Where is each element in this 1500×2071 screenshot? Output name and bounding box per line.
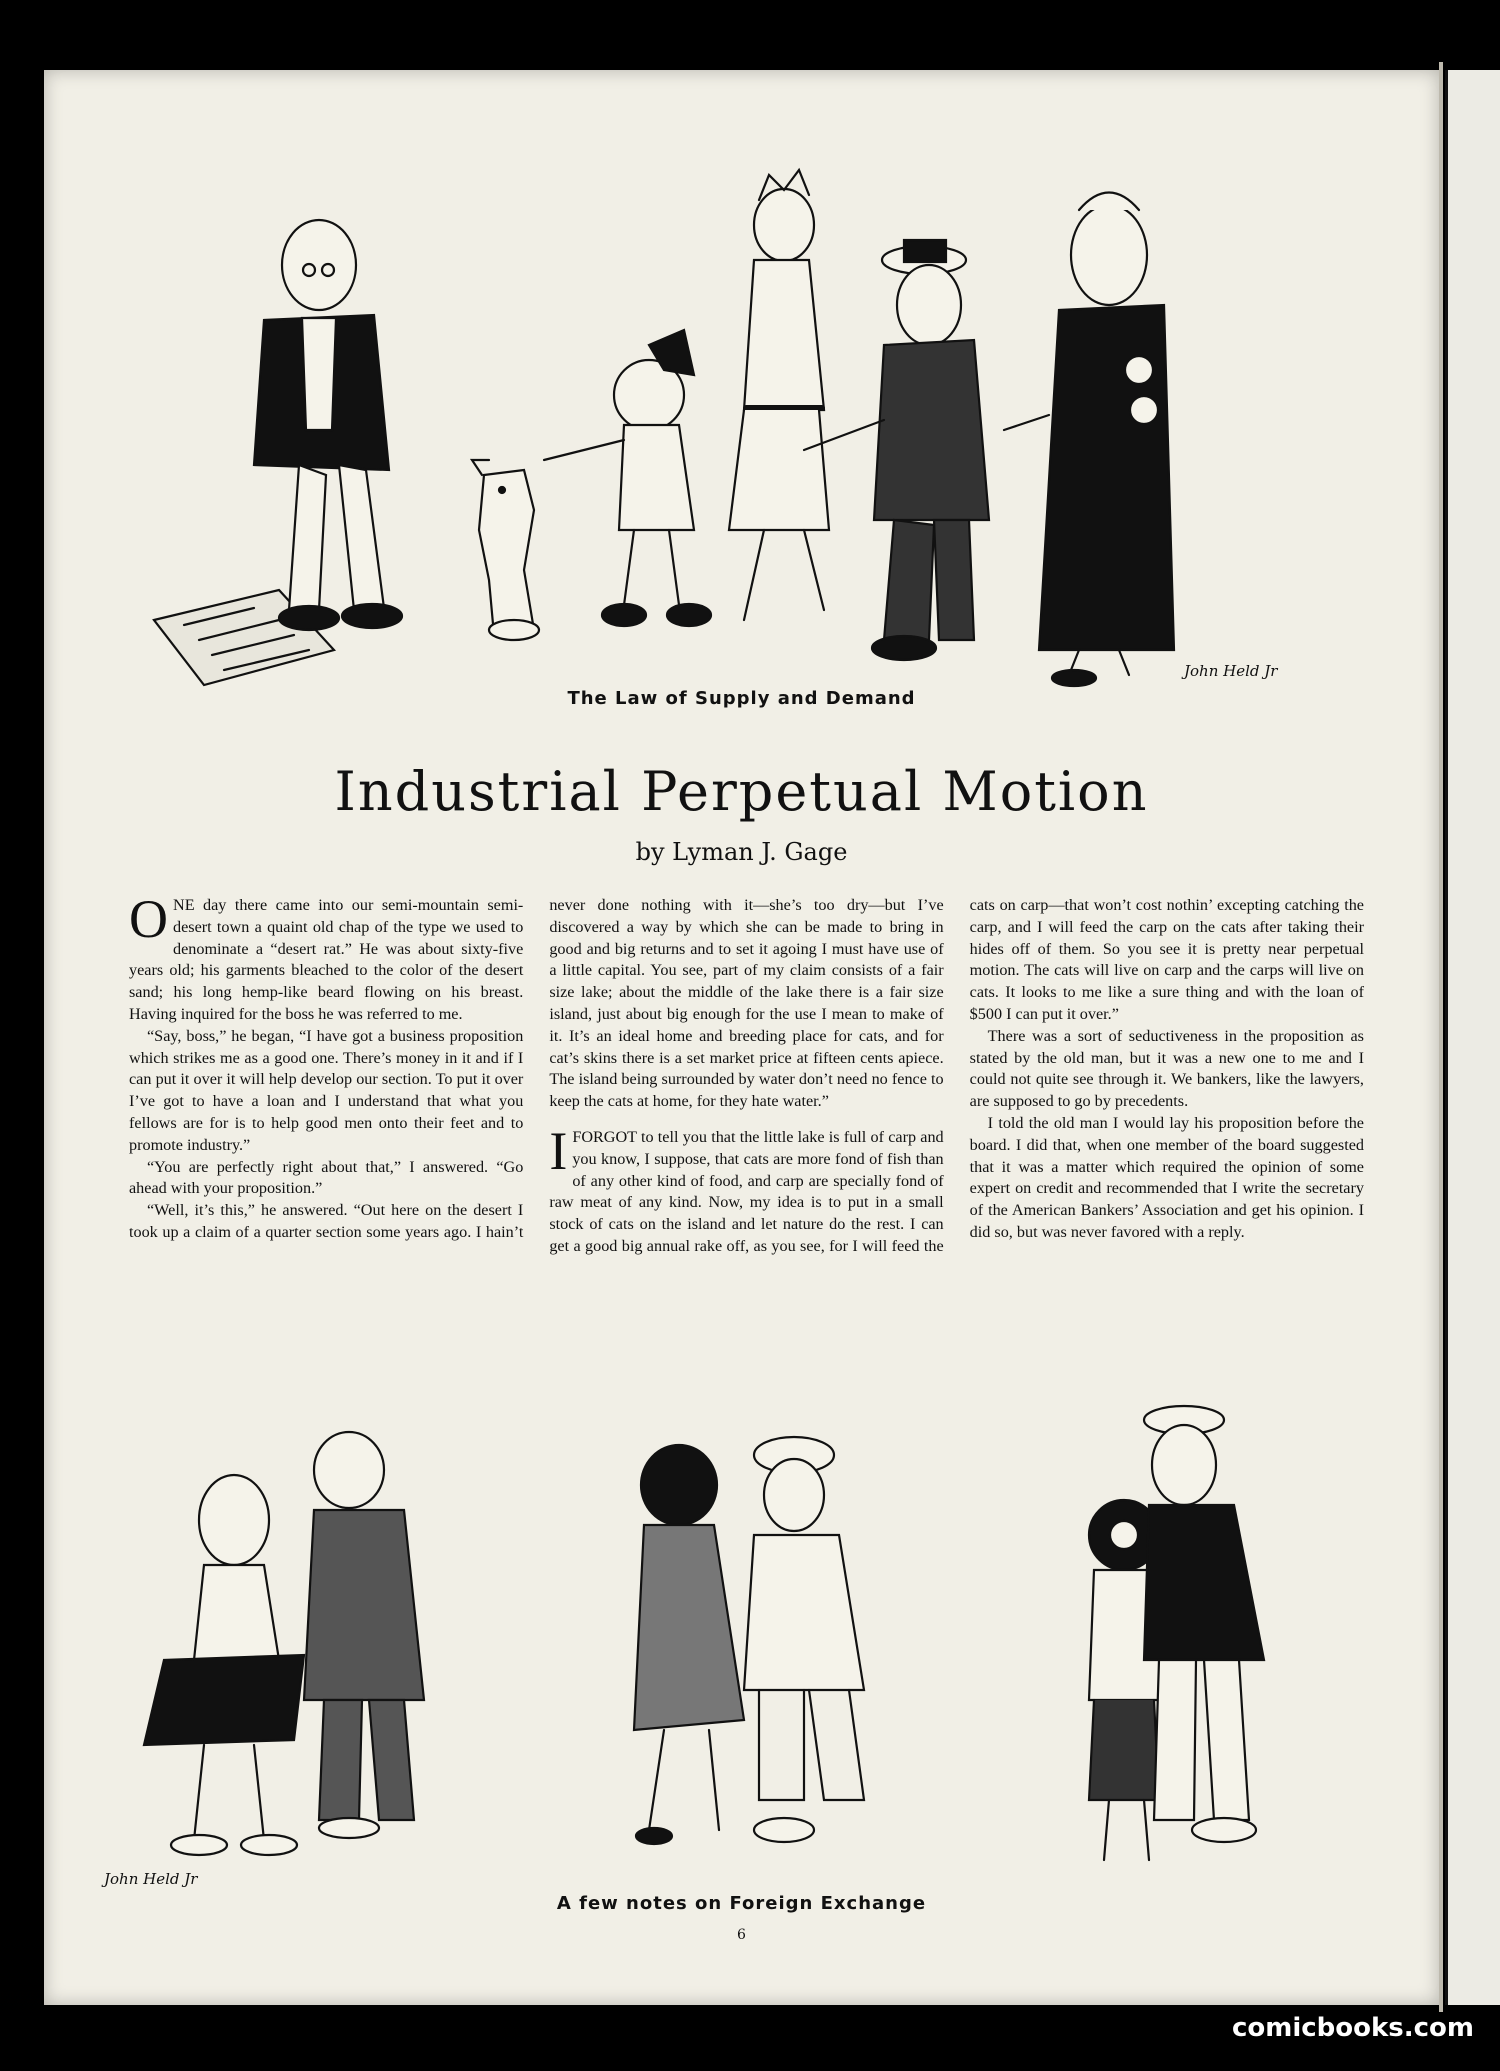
- banker-figure: [254, 220, 402, 630]
- article-paragraph: “You are perfectly right about that,” I answered. “Go ahead with your proposition.”: [129, 1157, 524, 1198]
- girl-figure: [544, 330, 711, 626]
- page-number: 6: [737, 1927, 746, 1943]
- spanish-couple-figures: [634, 1437, 864, 1844]
- watermark: comicbooks.com: [1231, 2013, 1474, 2043]
- magazine-page: [44, 70, 1439, 2005]
- bottom-signature: John Held Jr: [104, 1870, 198, 1888]
- dutch-couple-figures: [144, 1432, 424, 1855]
- article-body: [129, 889, 1364, 1435]
- matron-figure: [1004, 193, 1174, 687]
- article-paragraph: There was a sort of seductiveness in the proposition as stated by the old man, but it was a new one to me and I could not quite see through it. We bankers, like the lawyers, are supposed to go by precedents.: [969, 1026, 1364, 1111]
- top-caption: The Law of Supply and Demand: [567, 688, 916, 709]
- article-paragraph: I told the old man I would lay his proposition before the board. I did that, when one member of the board suggested that it was a matter which required the opinion of some expert on credit and recommended that I write the secretary of the American Bankers’ Association and get his opinion. I did so, but was never favored with a reply.: [969, 1113, 1364, 1241]
- flapper-figure: [729, 170, 829, 620]
- dog-figure: [472, 460, 539, 640]
- page-spine: [1439, 62, 1443, 2012]
- article-paragraph: “Well, it’s this,” he answered. “Out here on the desert I took up a claim of a quarter section some years ago. I hain’t never done nothing with it—she’s too dry—but I’ve discovered a way by which she can be made to bring in good and big returns and to set it agoing I must have use of a little capital. You see, part of my claim consists of a fair size lake; about the middle of the lake there is a fair size island, just about big enough for the use I mean to make of it. It’s an ideal home and breeding place for cats, and for cat’s skins there is a set market price at fifteen cents apiece. The island being surrounded by water don’t need no fence to keep the cats at home, for they hate water.”: [129, 896, 944, 1241]
- facing-page-edge: [1445, 70, 1500, 2005]
- top-illustration: [104, 130, 1384, 690]
- drop-cap: I: [549, 1120, 568, 1181]
- man-with-boater-figure: [804, 240, 989, 660]
- article-paragraph: “Say, boss,” he began, “I have got a business proposition which strikes me as a good one. There’s money in it and if I can put it over it will help develop our section. To put it over I’ve got to have a loan and I understand that what you fellows are for is to help good men onto their feet and to promote industry.”: [129, 1026, 524, 1154]
- top-signature: John Held Jr: [1184, 662, 1278, 680]
- bottom-illustration: [104, 1400, 1384, 1900]
- drop-cap: O: [129, 889, 168, 949]
- article-title: Industrial Perpetual Motion: [334, 760, 1149, 823]
- article-paragraph: ONE day there came into our semi-mountain semi-desert town a quaint old chap of the type we used to denominate a “desert rat.” He was about sixty-five years old; his garments bleached to the color of the desert sand; his long hemp-like beard flowing on his breast. Having inquired for the boss he was referred to me.: [129, 889, 524, 1023]
- article-byline: by Lyman J. Gage: [635, 838, 848, 866]
- tuxedo-couple-figures: [1089, 1406, 1264, 1860]
- article-paragraph: I FORGOT to tell you that the little lake is full of carp and you know, I suppose, that cats are more fond of fish than of any other kind of food, and carp are specially fond of raw meat of any kind. Now, my idea is to put in a small stock of cats on the island and let nature do the rest. I can get a good big annual rake off, as you see, for I will feed the cats on carp—that won’t cost nothin’ excepting catching the carp, and I will feed the carp on the cats after taking their hides off of them. So you see it is pretty near perpetual motion. The cats will live on carp and the carps will live on cats. It looks to me like a sure thing and with the loan of $500 I can put it over.”: [549, 896, 1364, 1255]
- bottom-caption: A few notes on Foreign Exchange: [556, 1893, 927, 1914]
